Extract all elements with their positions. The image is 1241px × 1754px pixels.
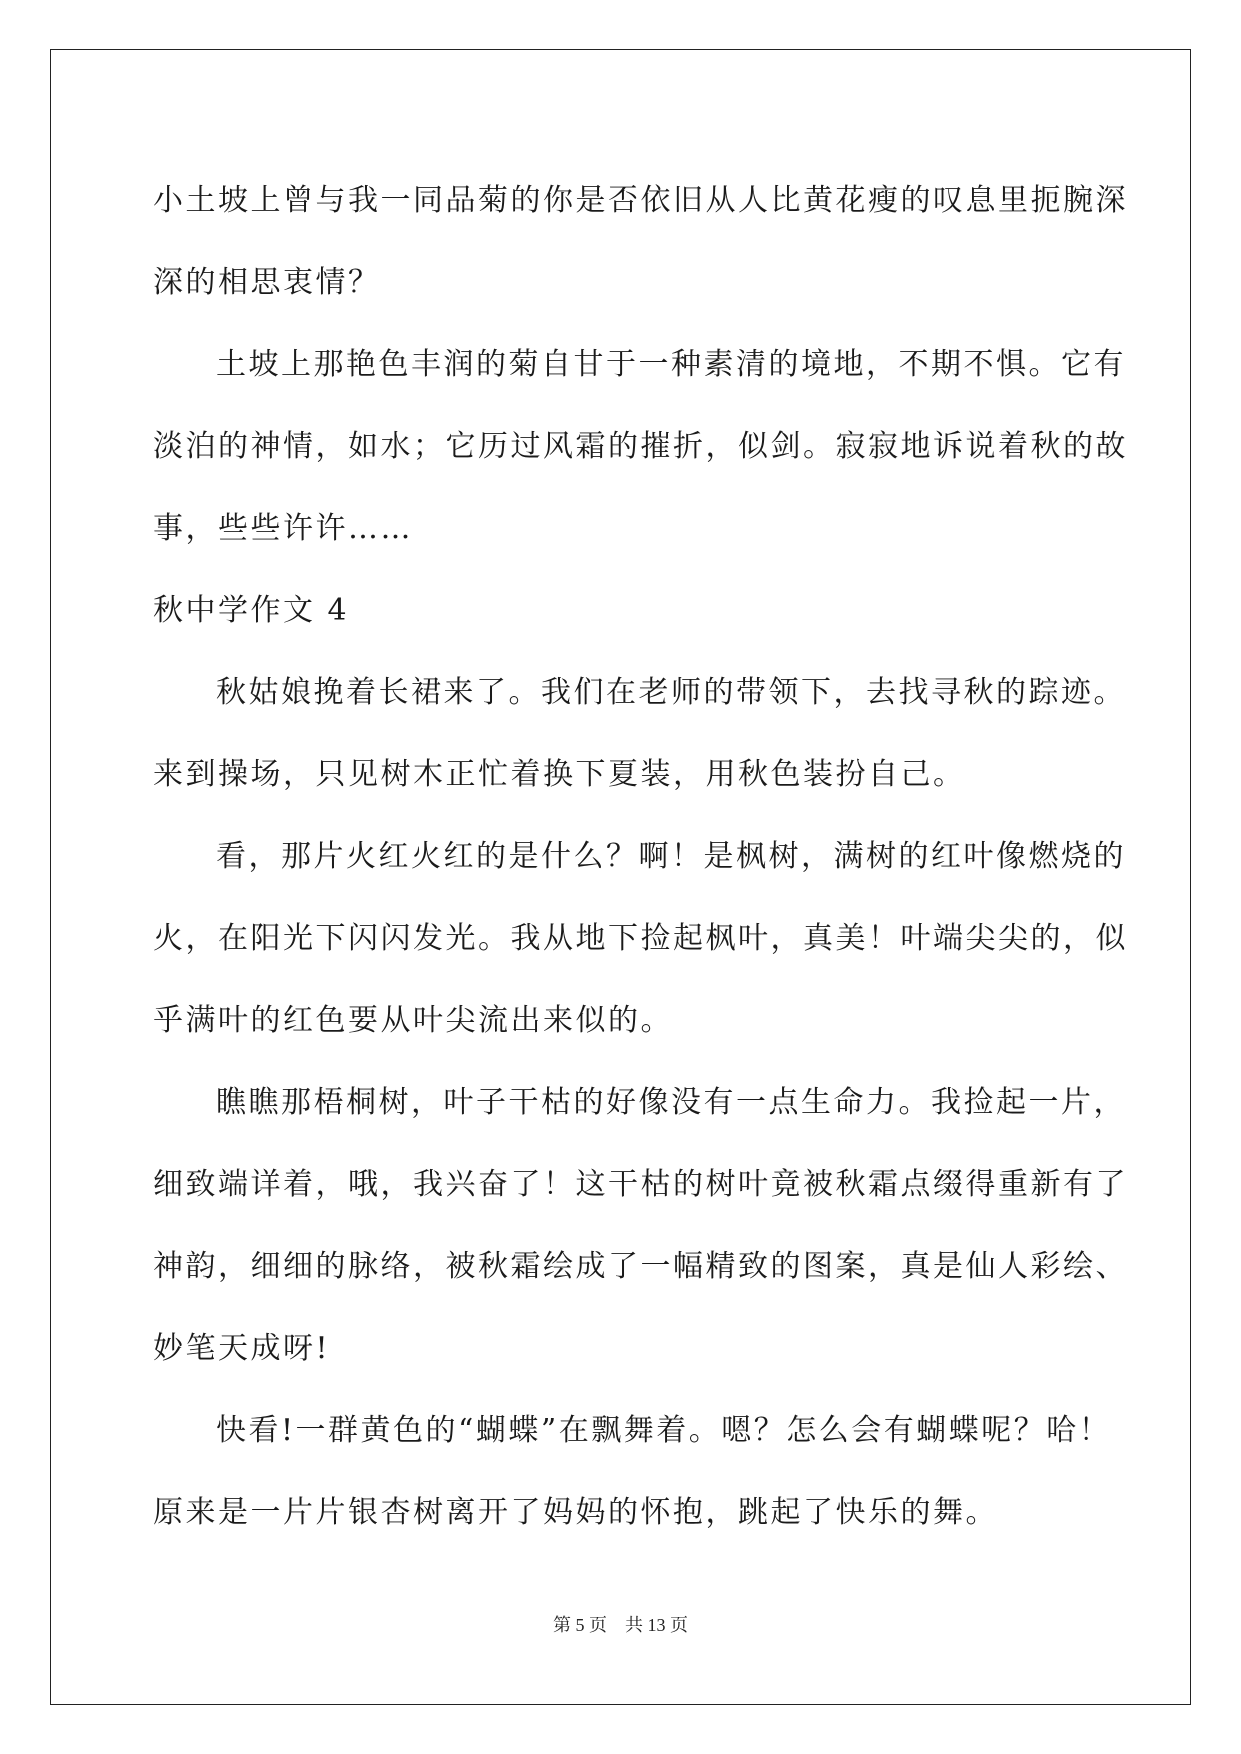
text-line: 事，些些许许……	[153, 511, 413, 546]
text-line: 淡泊的神情，如水；它历过风霜的摧折，似剑。寂寂地诉说着秋的故	[153, 429, 1128, 464]
text-line: 小土坡上曾与我一同品菊的你是否依旧从人比黄花瘦的叹息里扼腕深	[153, 183, 1128, 218]
text-line: 深的相思衷情？	[153, 265, 381, 300]
paragraph-start-line: 瞧瞧那梧桐树，叶子干枯的好像没有一点生命力。我捡起一片，	[216, 1085, 1126, 1120]
paragraph-start-line: 快看!一群黄色的“蝴蝶”在飘舞着。嗯？怎么会有蝴蝶呢？哈！	[216, 1413, 1112, 1448]
text-line: 火，在阳光下闪闪发光。我从地下捡起枫叶，真美！叶端尖尖的，似	[153, 921, 1128, 956]
document-body	[153, 160, 1128, 1554]
text-line: 乎满叶的红色要从叶尖流出来似的。	[153, 1003, 673, 1038]
text-line: 原来是一片片银杏树离开了妈妈的怀抱，跳起了快乐的舞。	[153, 1495, 998, 1530]
text-line: 神韵，细细的脉络，被秋霜绘成了一幅精致的图案，真是仙人彩绘、	[153, 1249, 1128, 1284]
text-line: 妙笔天成呀!	[153, 1331, 331, 1366]
paragraph-start-line: 秋姑娘挽着长裙来了。我们在老师的带领下，去找寻秋的踪迹。	[216, 675, 1126, 710]
text-line: 细致端详着，哦，我兴奋了！这干枯的树叶竟被秋霜点缀得重新有了	[153, 1167, 1128, 1202]
text-line: 来到操场，只见树木正忙着换下夏装，用秋色装扮自己。	[153, 757, 966, 792]
section-heading: 秋中学作文 4	[153, 593, 350, 628]
paragraph-start-line: 看，那片火红火红的是什么？啊！是枫树，满树的红叶像燃烧的	[216, 839, 1126, 874]
page-number: 第 5 页 共 13 页	[553, 1615, 688, 1635]
page-footer	[0, 1611, 1241, 1637]
paragraph-start-line: 土坡上那艳色丰润的菊自甘于一种素清的境地，不期不惧。它有	[216, 347, 1126, 382]
